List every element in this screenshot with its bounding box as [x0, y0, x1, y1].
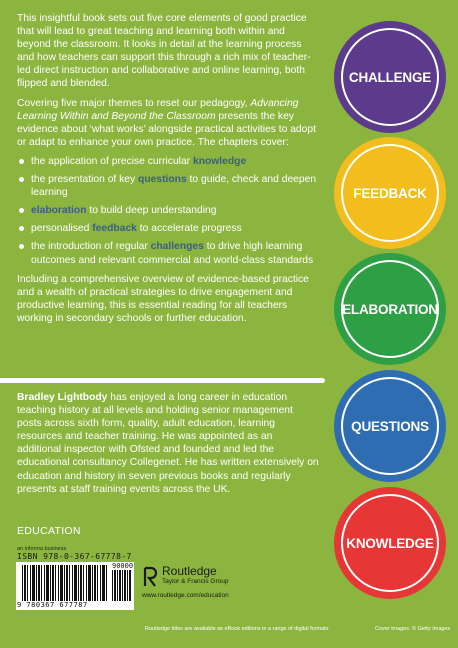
chapter-item: personalised feedback to accelerate progress [17, 222, 319, 235]
informa-tagline: an informa business [17, 546, 67, 552]
circle-knowledge [334, 487, 446, 599]
chapter-item: the introduction of regular challenges to drive high learning outcomes and relevant commercial and world-class standards [17, 240, 319, 266]
barcode-addon-number: 90000 [112, 562, 134, 570]
blurb [17, 12, 319, 331]
publisher-name: Routledge [162, 564, 217, 578]
circle-challenge [334, 21, 446, 133]
keyword: elaboration [31, 205, 87, 217]
chapter-item: the presentation of key questions to guide, check and deepen learning [17, 173, 319, 199]
image-credit: Cover images: © Getty Images [375, 626, 451, 632]
routledge-logo-icon [142, 566, 158, 588]
chapter-item: elaboration to build deep understanding [17, 204, 319, 217]
blurb-p2-end: presents the key evidence about ‘what works’ alongside practical activities to adopt or adapt to enhance your own practice. The chapters cover: [17, 110, 316, 148]
publisher-group: Taylor & Francis Group [162, 578, 229, 585]
circle-elaboration [334, 253, 446, 365]
blurb-p2-start: Covering five major themes to reset our pedagogy, [17, 97, 251, 109]
publisher-url: www.routledge.com/education [142, 592, 229, 599]
bullet-icon [19, 244, 24, 249]
keyword: knowledge [192, 155, 247, 167]
subject-category: EDUCATION [17, 525, 81, 537]
circle-label: QUESTIONS [341, 377, 439, 475]
bullet-icon [19, 159, 24, 164]
theme-circles [329, 0, 458, 648]
barcode [16, 562, 134, 610]
author-bio [17, 391, 319, 496]
circle-questions [334, 370, 446, 482]
chapter-list [17, 155, 319, 267]
chapter-item: the application of precise curricular knowledge [17, 155, 319, 168]
bullet-icon [19, 208, 24, 213]
circle-feedback [334, 137, 446, 249]
barcode-addon-bars [112, 570, 131, 601]
publisher-block [142, 564, 292, 604]
circle-label: FEEDBACK [341, 144, 439, 242]
author-bio-text: has enjoyed a long career in education teaching history at all levels and holding senior management posts across sixth form, quality, adult education, learning resources and teacher training. He was appointed as an additional inspector with Ofsted and founded and led the educational consultancy Collegenet. He has written extensively on education and history in seven previous books and regularly presents at staff training events across the UK. [17, 392, 319, 495]
bullet-icon [19, 226, 24, 231]
blurb-paragraph-2 [17, 97, 319, 149]
circle-label: CHALLENGE [341, 28, 439, 126]
blurb-paragraph-1: This insightful book sets out five core elements of good practice that will lead to great teaching and learning both within and beyond the classroom. It looks in detail at the learning process and how teachers can support this through a rich mix of teacher-led direct instruction and collaborative and online learning, both flipped and blended. [17, 13, 311, 90]
circle-label: KNOWLEDGE [341, 494, 439, 592]
isbn: ISBN 978-0-367-67778-7 [17, 552, 132, 561]
author-name: Bradley Lightbody [17, 392, 108, 403]
keyword: feedback [92, 223, 137, 235]
bullet-icon [19, 177, 24, 182]
keyword: questions [138, 174, 187, 186]
book-title: Advancing Learning Within and Beyond the Classroom [17, 97, 299, 122]
circle-label: ELABORATION [341, 260, 439, 358]
barcode-number: 9 780367 677787 [17, 601, 88, 609]
ebook-note: Routledge titles are available as eBook editions in a range of digital formats [145, 626, 329, 632]
blurb-paragraph-3: Including a comprehensive overview of evidence-based practice and a wealth of practical strategies to drive engagement and productive learning, this is essential reading for all teachers working in secondary schools or further education. [17, 273, 309, 324]
keyword: challenges [150, 241, 204, 253]
section-divider [0, 378, 325, 383]
barcode-bars [22, 565, 108, 601]
